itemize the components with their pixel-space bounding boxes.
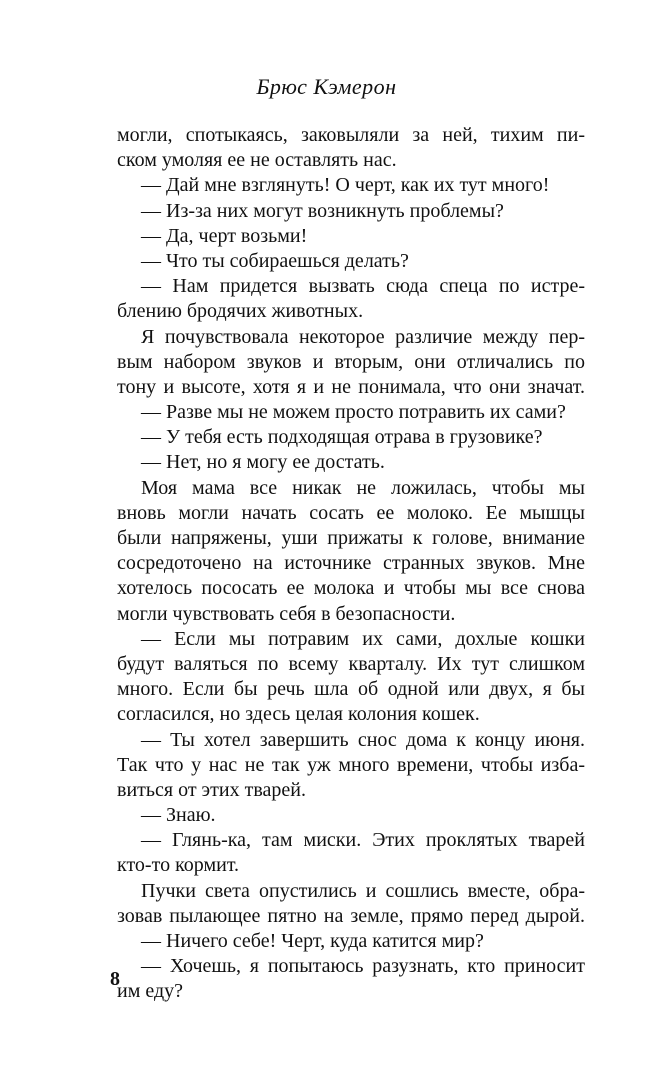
text-line: — Знаю. <box>141 804 216 827</box>
text-line: будут валяться по всему кварталу. Их тут слишком <box>117 652 585 675</box>
text-line: — Да, черт возьми! <box>141 224 308 247</box>
text-line: вновь могли начать сосать ее молоко. Ее мышцы <box>117 501 585 524</box>
text-line: — Нет, но я могу ее достать. <box>141 451 385 474</box>
text-line: ском умоляя ее не оставлять нас. <box>117 149 397 172</box>
text-line: — Ничего себе! Черт, куда катится мир? <box>141 930 484 952</box>
text-line: зовав пылающее пятно на земле, прямо перед дырой. <box>117 904 585 927</box>
text-line: Так что у нас не так уж много времени, чтобы изба- <box>117 753 585 776</box>
text-line: кто-то кормит. <box>117 854 240 877</box>
text-line: блению бродячих животных. <box>117 300 364 323</box>
text-line: вым набором звуков и вторым, они отличались по <box>117 350 585 373</box>
text-line: могли, спотыкаясь, заковыляли за ней, тихим пи- <box>117 124 585 146</box>
text-line: — Глянь-ка, там миски. Этих проклятых тварей <box>141 829 585 852</box>
text-line: — Что ты собираешься делать? <box>141 249 409 272</box>
text-line: сосредоточено на источнике странных звуков. Мне <box>117 552 585 575</box>
text-line: хотелось пососать ее молока и чтобы мы все снова <box>117 577 585 600</box>
text-line: — Нам придется вызвать сюда спеца по истре- <box>141 275 585 298</box>
text-line: были напряжены, уши прижаты к голове, внимание <box>117 527 585 549</box>
running-head-title: Брюс Кэмерон <box>256 74 397 99</box>
text-line: Пучки света опустились и сошлись вместе, обра- <box>141 879 585 902</box>
text-line: — Разве мы не можем просто потравить их сами? <box>141 401 566 424</box>
text-line: им еду? <box>117 980 184 1003</box>
text-line: — Дай мне взглянуть! О черт, как их тут много! <box>141 174 550 197</box>
text-line: — Если мы потравим их сами, дохлые кошки <box>141 627 585 650</box>
text-line: — Ты хотел завершить снос дома к концу июня. <box>141 728 585 751</box>
text-line: согласился, но здесь целая колония кошек. <box>117 703 480 726</box>
text-line: тону и высоте, хотя я и не понимала, что они значат. <box>117 375 585 398</box>
text-line: могли чувствовать себя в безопасности. <box>117 602 456 625</box>
page-body-text <box>117 123 585 1005</box>
text-line: — Хочешь, я попытаюсь разузнать, кто приносит <box>141 955 585 978</box>
text-line: — У тебя есть подходящая отрава в грузовике? <box>141 426 543 449</box>
text-line: виться от этих тварей. <box>117 778 306 801</box>
text-line: — Из-за них могут возникнуть проблемы? <box>141 199 504 222</box>
text-line: Я почувствовала некоторое различие между пер- <box>141 325 585 348</box>
page-number: 8 <box>110 968 120 990</box>
text-line: много. Если бы речь шла об одной или двух, я бы <box>117 678 585 701</box>
text-line: Моя мама все никак не ложилась, чтобы мы <box>141 476 585 499</box>
